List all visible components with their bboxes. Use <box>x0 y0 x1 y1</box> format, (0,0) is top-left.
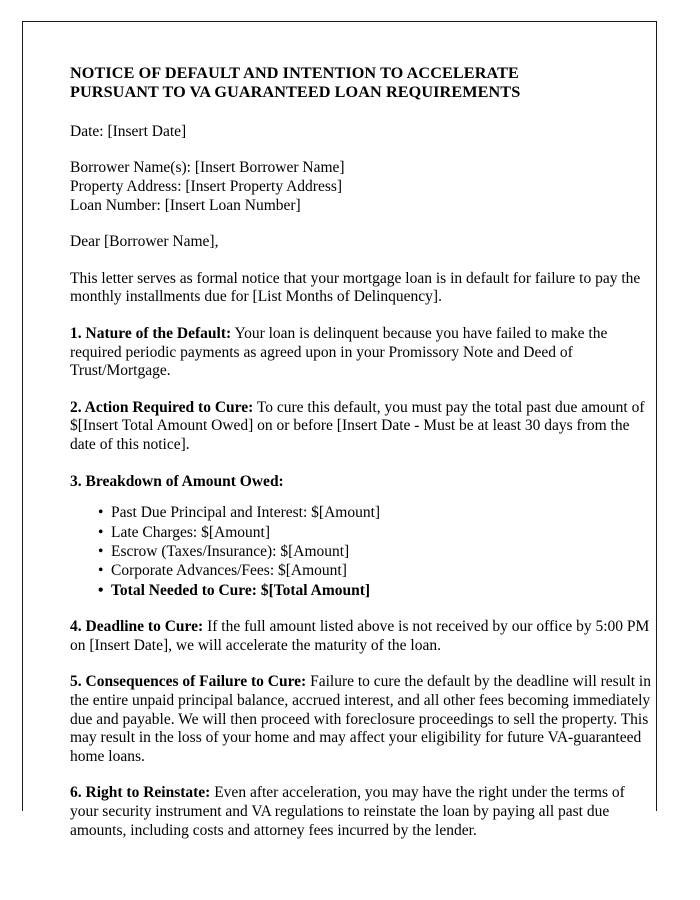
date-line: Date: [Insert Date] <box>70 122 187 140</box>
breakdown-item-text: Escrow (Taxes/Insurance): $[Amount] <box>111 542 350 560</box>
document-page <box>22 21 657 839</box>
section-3 <box>70 473 657 492</box>
spacer <box>70 600 657 618</box>
page-title <box>70 64 657 103</box>
list-item-total <box>70 581 657 600</box>
spacer <box>70 103 657 123</box>
list-item <box>70 503 657 522</box>
list-item <box>70 523 657 542</box>
breakdown-item-text: Late Charges: $[Amount] <box>111 523 270 541</box>
spacer <box>70 455 657 473</box>
list-item <box>70 542 657 561</box>
section-5-heading: 5. Consequences of Failure to Cure: <box>70 673 307 691</box>
spacer <box>70 307 657 325</box>
section-2-heading: 2. Action Required to Cure: <box>70 398 254 416</box>
section-6 <box>70 784 657 840</box>
list-item <box>70 561 657 580</box>
section-3-heading: 3. Breakdown of Amount Owed: <box>70 472 284 490</box>
section-1-body: Your loan is delinquent because you have failed to make the required periodic payments as agreed upon in your Promissory Note and Deed of Trust/Mortgage. <box>70 324 608 380</box>
page-title-line-2: PURSUANT TO VA GUARANTEED LOAN REQUIREMENTS <box>70 83 521 102</box>
section-1-heading: 1. Nature of the Default: <box>70 324 232 342</box>
spacer <box>70 252 657 270</box>
breakdown-item-text: Total Needed to Cure: $[Total Amount] <box>111 581 371 599</box>
breakdown-item-text: Corporate Advances/Fees: $[Amount] <box>111 562 347 580</box>
spacer <box>70 655 657 673</box>
section-4-body: If the full amount listed above is not received by our office by 5:00 PM on [Insert Date], we will accelerate the maturity of the loan. <box>70 618 650 654</box>
section-2-body: To cure this default, you must pay the total past due amount of $[Insert Total Amount Owed] on or before [Insert Date - Must be at least 30 days from the date of this notice]. <box>70 398 645 453</box>
breakdown-item-text: Past Due Principal and Interest: $[Amount] <box>111 504 381 522</box>
page-title-line-1: NOTICE OF DEFAULT AND INTENTION TO ACCELERATE <box>70 64 519 82</box>
section-5-body: Failure to cure the default by the deadline will result in the entire unpaid principal balance, accrued interest, and all other fees becoming immediately due and payable. We will then proceed with foreclosure proceedings to sell the property. This may result in the loss of your home and may affect your eligibility for future VA-guaranteed home loans. <box>70 673 651 765</box>
spacer <box>70 141 657 159</box>
spacer <box>70 766 657 784</box>
document-body <box>70 64 657 840</box>
intro-paragraph: This letter serves as formal notice that your mortgage loan is in default for failure to pay the monthly installments due for [List Months of Delinquency]. <box>70 269 641 306</box>
salutation: Dear [Borrower Name], <box>70 233 219 251</box>
spacer <box>70 215 657 233</box>
amount-breakdown-list <box>70 503 657 600</box>
property-address-line: Property Address: [Insert Property Address] <box>70 178 343 195</box>
borrower-name-line: Borrower Name(s): [Insert Borrower Name] <box>70 159 345 177</box>
section-4-heading: 4. Deadline to Cure: <box>70 618 204 636</box>
spacer <box>70 381 657 399</box>
loan-number-line: Loan Number: [Insert Loan Number] <box>70 196 301 214</box>
section-2 <box>70 399 657 455</box>
section-6-body: Even after acceleration, you may have the right under the terms of your security instrument and VA regulations to reinstate the loan by paying all past due amounts, including costs and attorney fees incurred by the lender. <box>70 784 625 839</box>
section-1 <box>70 325 657 381</box>
section-5 <box>70 673 657 766</box>
spacer <box>70 491 657 503</box>
section-4 <box>70 618 657 655</box>
recipient-block <box>70 159 657 215</box>
section-6-heading: 6. Right to Reinstate: <box>70 784 211 802</box>
